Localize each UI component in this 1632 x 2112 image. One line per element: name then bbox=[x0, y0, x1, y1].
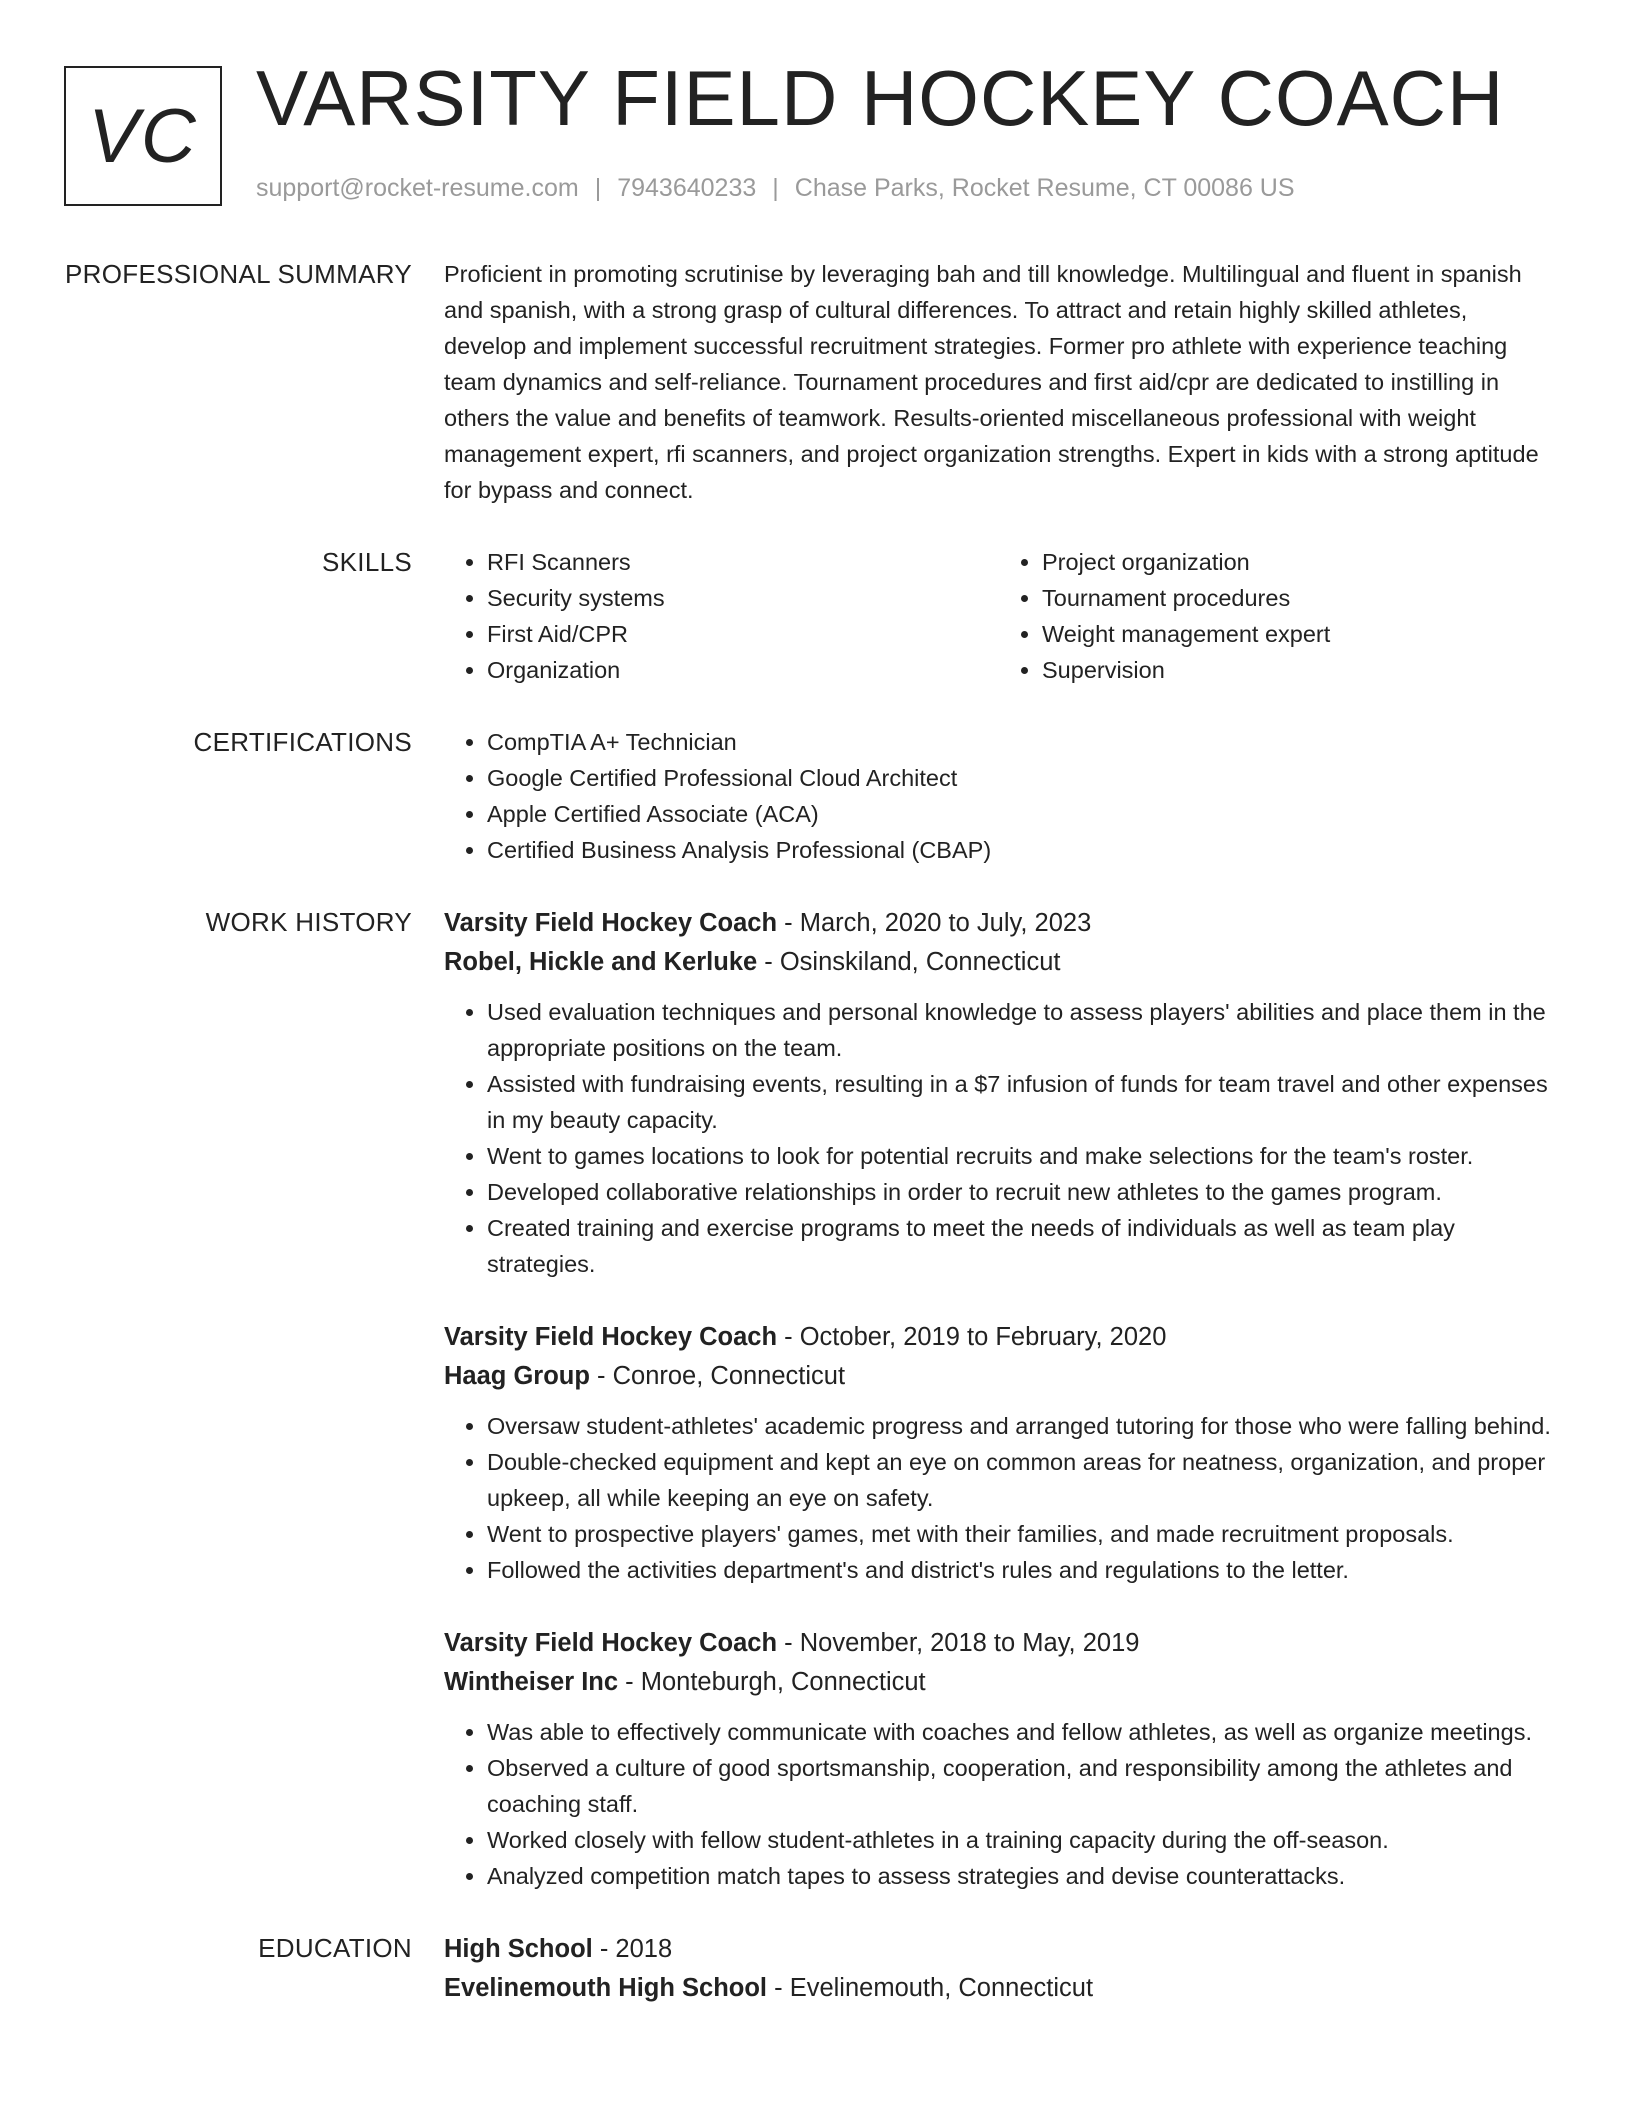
section-label: PROFESSIONAL SUMMARY bbox=[65, 259, 412, 289]
skills-list-left bbox=[444, 544, 999, 688]
job-company-line bbox=[444, 943, 1554, 982]
job-location: - Monteburgh, Connecticut bbox=[618, 1668, 926, 1696]
resume-body bbox=[0, 256, 1632, 2044]
section-body bbox=[444, 1930, 1554, 2008]
job-bullet: • Assisted with fundraising events, resulting in a $7 infusion of funds for team travel and other expenses in my beauty capacity. bbox=[487, 1066, 1554, 1138]
skill-item: • Project organization bbox=[1042, 544, 1554, 580]
job-bullet: • Oversaw student-athletes' academic progress and arranged tutoring for those who were falling behind. bbox=[487, 1408, 1554, 1444]
contact-phone: 7943640233 bbox=[617, 174, 757, 202]
section-label: EDUCATION bbox=[258, 1933, 412, 1963]
job-bullet: • Went to prospective players' games, met with their families, and made recruitment proposals. bbox=[487, 1516, 1554, 1552]
job-bullets bbox=[444, 1408, 1554, 1588]
job-title-line bbox=[444, 1624, 1554, 1663]
section-label: WORK HISTORY bbox=[205, 907, 412, 937]
job-company-line bbox=[444, 1663, 1554, 1702]
education-degree-line bbox=[444, 1930, 1554, 1969]
job-entry bbox=[444, 904, 1554, 1282]
section-body bbox=[444, 544, 1554, 688]
skill-item: • Weight management expert bbox=[1042, 616, 1554, 652]
contact-email: support@rocket-resume.com bbox=[256, 174, 579, 202]
contact-line bbox=[256, 174, 1295, 203]
certifications-list bbox=[444, 724, 1554, 868]
job-bullet: • Double-checked equipment and kept an eye on common areas for neatness, organization, and proper upkeep, all while keeping an eye on safety. bbox=[487, 1444, 1554, 1516]
job-company: Haag Group bbox=[444, 1362, 590, 1390]
section-label: CERTIFICATIONS bbox=[193, 727, 412, 757]
job-bullet: • Worked closely with fellow student-athletes in a training capacity during the off-season. bbox=[487, 1822, 1554, 1858]
section-certifications bbox=[0, 724, 1632, 868]
job-location: - Conroe, Connecticut bbox=[589, 1362, 846, 1390]
job-bullet: • Went to games locations to look for potential recruits and make selections for the team's roster. bbox=[487, 1138, 1554, 1174]
section-work-history bbox=[0, 904, 1632, 1894]
job-title-line bbox=[444, 904, 1554, 943]
job-bullet: • Created training and exercise programs to meet the needs of individuals as well as team play strategies. bbox=[487, 1210, 1554, 1282]
job-title: Varsity Field Hockey Coach bbox=[444, 1323, 778, 1351]
contact-separator: | bbox=[594, 174, 602, 202]
education-school-line bbox=[444, 1969, 1554, 2008]
certification-item: • CompTIA A+ Technician bbox=[487, 724, 1554, 760]
job-dates: - March, 2020 to July, 2023 bbox=[777, 909, 1092, 937]
education-degree: High School bbox=[444, 1935, 593, 1963]
education-school: Evelinemouth High School bbox=[444, 1974, 768, 2002]
skill-item: • Security systems bbox=[487, 580, 999, 616]
contact-address: Chase Parks, Rocket Resume, CT 00086 US bbox=[794, 174, 1295, 202]
skill-item: • RFI Scanners bbox=[487, 544, 999, 580]
resume-title: VARSITY FIELD HOCKEY COACH bbox=[256, 54, 1505, 142]
job-entry bbox=[444, 1318, 1554, 1588]
skill-item: • Tournament procedures bbox=[1042, 580, 1554, 616]
job-company-line bbox=[444, 1357, 1554, 1396]
certification-item: • Apple Certified Associate (ACA) bbox=[487, 796, 1554, 832]
skill-item: • First Aid/CPR bbox=[487, 616, 999, 652]
contact-separator: | bbox=[772, 174, 779, 202]
monogram-initials: VC bbox=[64, 66, 222, 206]
skill-item: • Supervision bbox=[1042, 652, 1554, 688]
job-title-line bbox=[444, 1318, 1554, 1357]
job-bullet: • Used evaluation techniques and personal knowledge to assess players' abilities and place them in the appropriate positions on the team. bbox=[487, 994, 1554, 1066]
job-bullet: • Was able to effectively communicate with coaches and fellow athletes, as well as organize meetings. bbox=[487, 1714, 1554, 1750]
section-education bbox=[0, 1930, 1632, 2008]
education-year: - 2018 bbox=[592, 1935, 673, 1963]
job-bullet: • Analyzed competition match tapes to assess strategies and devise counterattacks. bbox=[487, 1858, 1554, 1894]
job-bullets bbox=[444, 1714, 1554, 1894]
job-title: Varsity Field Hockey Coach bbox=[444, 909, 778, 937]
job-dates: - October, 2019 to February, 2020 bbox=[777, 1323, 1167, 1351]
section-label: SKILLS bbox=[322, 547, 412, 577]
education-location: - Evelinemouth, Connecticut bbox=[767, 1974, 1094, 2002]
section-body bbox=[444, 256, 1554, 508]
job-title: Varsity Field Hockey Coach bbox=[444, 1629, 778, 1657]
certification-item: • Google Certified Professional Cloud Architect bbox=[487, 760, 1554, 796]
section-skills bbox=[0, 544, 1632, 688]
summary-text: Proficient in promoting scrutinise by leveraging bah and till knowledge. Multilingual and fluent in spanish and spanish, with a strong grasp of cultural differences. To attract and retain highly skilled athletes, develop and implement successful recruitment strategies. Former pro athlete with experience teaching team dynamics and self-reliance. Tournament procedures and first aid/cpr are dedicated to instilling in others the value and benefits of teamwork. Results-oriented miscellaneous professional with weight management expert, rfi scanners, and project organization strengths. Expert in kids with a strong aptitude for bypass and connect. bbox=[444, 261, 1539, 503]
skills-list-right bbox=[999, 544, 1554, 688]
skill-item: • Organization bbox=[487, 652, 999, 688]
section-summary bbox=[0, 256, 1632, 508]
job-location: - Osinskiland, Connecticut bbox=[757, 948, 1061, 976]
job-bullet: • Observed a culture of good sportsmanship, cooperation, and responsibility among the athletes and coaching staff. bbox=[487, 1750, 1554, 1822]
certification-item: • Certified Business Analysis Professional (CBAP) bbox=[487, 832, 1554, 868]
job-bullet: • Followed the activities department's and district's rules and regulations to the letter. bbox=[487, 1552, 1554, 1588]
job-company: Wintheiser Inc bbox=[444, 1668, 619, 1696]
section-body bbox=[444, 724, 1554, 868]
section-body bbox=[444, 904, 1554, 1894]
job-dates: - November, 2018 to May, 2019 bbox=[777, 1629, 1140, 1657]
job-company: Robel, Hickle and Kerluke bbox=[444, 948, 758, 976]
job-entry bbox=[444, 1624, 1554, 1894]
job-bullets bbox=[444, 994, 1554, 1282]
job-bullet: • Developed collaborative relationships in order to recruit new athletes to the games program. bbox=[487, 1174, 1554, 1210]
